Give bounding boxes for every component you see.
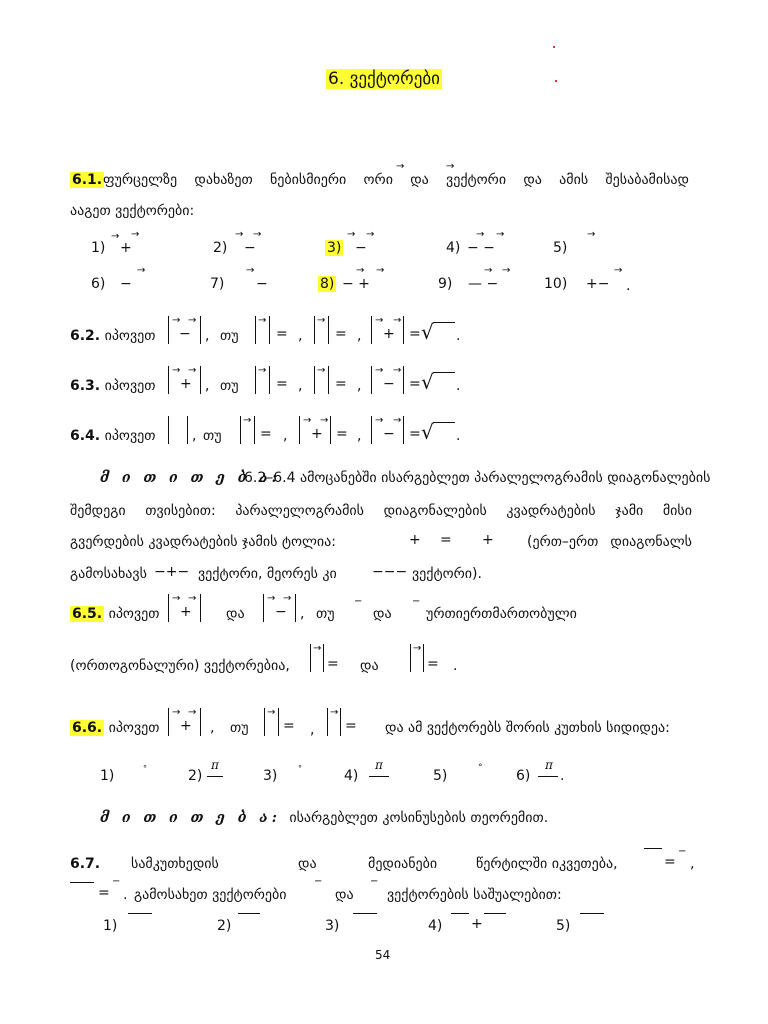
red-dot [555, 80, 557, 82]
problem-6-1 [70, 172, 104, 188]
problem-6-2: 6.2. იპოვეთ [70, 328, 156, 344]
vector-arrow-icon: → [396, 161, 405, 172]
option-label: 5) [553, 240, 568, 256]
problem-6-7: 6.7. [70, 856, 101, 872]
page-number: 54 [375, 948, 391, 962]
section-title: 6. ვექტორები [328, 69, 440, 89]
problem-6-1-line1: ფურცელზე დახაზეთ ნებისმიერი ორი და ვექტორი და ამის შესაბამისად [103, 172, 689, 188]
hint-block-1: მ ი თ ი თ ე ბ ა: [100, 470, 281, 486]
problem-6-1-line2: ააგეთ ვექტორები: [70, 203, 195, 219]
option-label: 1) [91, 240, 106, 256]
option-label: 4) [446, 240, 461, 256]
option-expr: − − [467, 240, 495, 256]
option-expr: + [120, 240, 132, 256]
option-label: 2) [217, 918, 232, 934]
option-expr: − [244, 240, 256, 256]
option-label: 5) [556, 918, 571, 934]
problem-6-6: 6.6. იპოვეთ [72, 720, 160, 736]
vector-arrow-icon: → [446, 161, 455, 172]
problem-6-3: 6.3. იპოვეთ [70, 378, 156, 394]
option-label: 4) [344, 768, 359, 784]
option-label: 4) [428, 918, 443, 934]
option-expr: − + [342, 276, 370, 292]
option-label: 2) [213, 240, 228, 256]
problem-6-4: 6.4. იპოვეთ [70, 428, 156, 444]
option-expr: − [256, 276, 268, 292]
red-dot [553, 46, 555, 48]
option-label: 3) [263, 768, 278, 784]
option-label: 5) [433, 768, 448, 784]
option-label: 9) [438, 276, 453, 292]
option-label: 3) [325, 918, 340, 934]
option-expr: +− [586, 276, 610, 292]
option-label: 7) [210, 276, 225, 292]
option-expr: − [120, 276, 132, 292]
option-label: 2) [188, 768, 203, 784]
problem-6-5: 6.5. იპოვეთ [72, 606, 160, 622]
option-expr: — − [468, 276, 499, 292]
hint-block-2: მ ი თ ი თ ე ბ ა: ისარგებლეთ კოსინუსების თეორემით. [100, 810, 549, 826]
option-label: 1) [100, 768, 115, 784]
option-label: 3) [327, 240, 342, 256]
option-label: 6) [91, 276, 106, 292]
option-label: 1) [103, 918, 118, 934]
option-expr: − [355, 240, 367, 256]
option-label: 6) [516, 768, 531, 784]
problem-number: 6.1. [72, 172, 103, 188]
option-label: 10) [544, 276, 568, 292]
option-label: 8) [320, 276, 335, 292]
